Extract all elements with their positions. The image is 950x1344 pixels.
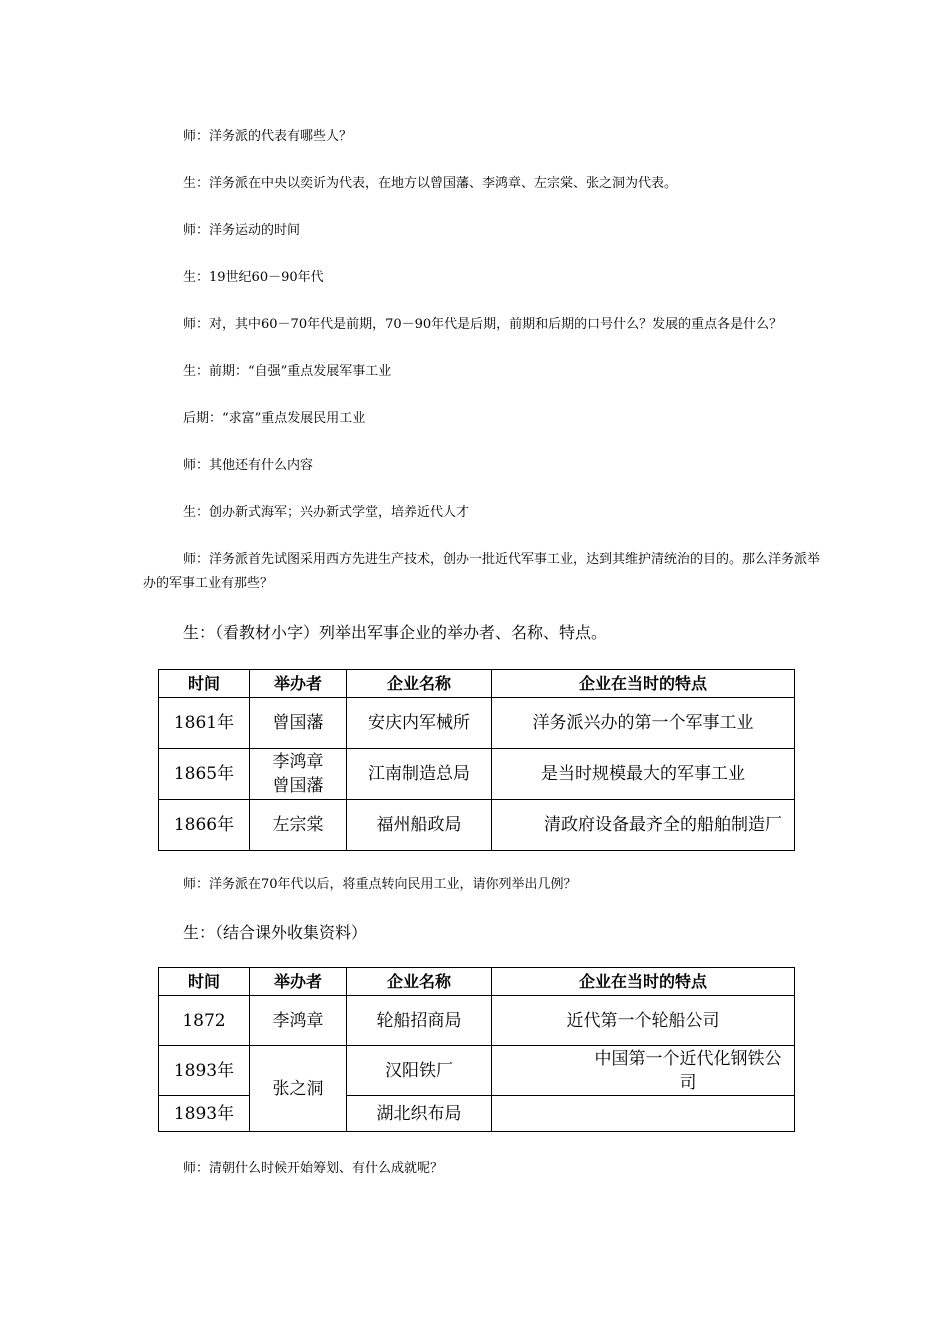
dialogue-line: 师：洋务运动的时间 xyxy=(183,223,301,238)
cell-feature: 是当时规模最大的军事工业 xyxy=(492,749,795,800)
cell-founder: 李鸿章 xyxy=(250,996,347,1046)
cell-founder: 左宗棠 xyxy=(250,800,347,851)
cell-feature xyxy=(492,1096,795,1132)
table-row xyxy=(159,1046,795,1096)
cell-feature: 洋务派兴办的第一个军事工业 xyxy=(492,698,795,749)
header-feature: 企业在当时的特点 xyxy=(492,670,795,698)
cell-time: 1872 xyxy=(159,996,250,1046)
header-enterprise: 企业名称 xyxy=(347,968,492,996)
dialogue-line: 师：对，其中60－70年代是前期，70－90年代是后期，前期和后期的口号什么？发展的重点各是什么？ xyxy=(183,317,783,332)
dialogue-line-student: 生：（结合课外收集资料） xyxy=(183,923,368,942)
dialogue-line: 生：19世纪60－90年代 xyxy=(183,270,324,285)
cell-enterprise: 江南制造总局 xyxy=(347,749,492,800)
cell-enterprise: 轮船招商局 xyxy=(347,996,492,1046)
dialogue-line: 生：洋务派在中央以奕䜣为代表，在地方以曾国藩、李鸿章、左宗棠、张之洞为代表。 xyxy=(183,176,678,191)
cell-time: 1865年 xyxy=(159,749,250,800)
table-header-row xyxy=(159,968,795,996)
dialogue-line: 师：洋务派在70年代以后，将重点转向民用工业，请你列举出几例？ xyxy=(183,877,577,892)
header-enterprise: 企业名称 xyxy=(347,670,492,698)
cell-feature: 中国第一个近代化钢铁公司 xyxy=(492,1046,795,1096)
dialogue-line: 师：其他还有什么内容 xyxy=(183,458,314,473)
civil-enterprise-table xyxy=(158,967,795,1132)
cell-time: 1861年 xyxy=(159,698,250,749)
military-enterprise-table xyxy=(158,669,795,851)
dialogue-line: 后期：“求富”重点发展民用工业 xyxy=(183,411,366,426)
dialogue-line: 生：前期：“自强”重点发展军事工业 xyxy=(183,364,392,379)
cell-enterprise: 福州船政局 xyxy=(347,800,492,851)
header-time: 时间 xyxy=(159,968,250,996)
cell-enterprise: 安庆内军械所 xyxy=(347,698,492,749)
table-row xyxy=(159,698,795,749)
table-header-row xyxy=(159,670,795,698)
dialogue-line: 师：洋务派的代表有哪些人？ xyxy=(183,129,353,144)
dialogue-line: 生：创办新式海军；兴办新式学堂，培养近代人才 xyxy=(183,505,470,520)
cell-founder: 曾国藩 xyxy=(250,698,347,749)
dialogue-line: 师：清朝什么时候开始筹划、有什么成就呢？ xyxy=(183,1161,444,1176)
cell-enterprise: 汉阳铁厂 xyxy=(347,1046,492,1096)
cell-feature: 清政府设备最齐全的船舶制造厂 xyxy=(492,800,795,851)
header-founder: 举办者 xyxy=(250,670,347,698)
cell-feature: 近代第一个轮船公司 xyxy=(492,996,795,1046)
cell-time: 1893年 xyxy=(159,1096,250,1132)
table-row xyxy=(159,800,795,851)
cell-time: 1893年 xyxy=(159,1046,250,1096)
dialogue-line-student: 生：（看教材小字）列举出军事企业的举办者、名称、特点。 xyxy=(183,623,608,642)
table-row xyxy=(159,749,795,800)
header-time: 时间 xyxy=(159,670,250,698)
header-feature: 企业在当时的特点 xyxy=(492,968,795,996)
paragraph-military: 师：洋务派首先试图采用西方先进生产技术，创办一批近代军事工业，达到其维护清统治的目的。那么洋务派举办的军事工业有那些？ xyxy=(143,552,821,591)
cell-founder: 李鸿章 曾国藩 xyxy=(250,749,347,800)
header-founder: 举办者 xyxy=(250,968,347,996)
cell-founder: 张之洞 xyxy=(250,1046,347,1132)
cell-enterprise: 湖北织布局 xyxy=(347,1096,492,1132)
cell-time: 1866年 xyxy=(159,800,250,851)
table-row xyxy=(159,996,795,1046)
